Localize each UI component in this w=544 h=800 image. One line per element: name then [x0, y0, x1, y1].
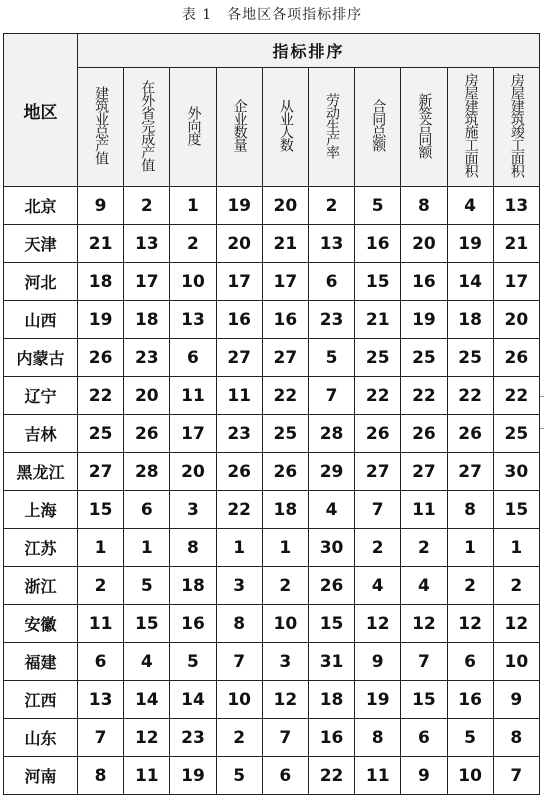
- page-edge-mark: [540, 396, 544, 397]
- rank-cell: 22: [308, 757, 354, 795]
- rank-cell: 22: [447, 377, 493, 415]
- rank-cell: 2: [262, 567, 308, 605]
- column-header-label: 企业数量: [231, 99, 248, 151]
- rank-cell: 11: [401, 491, 447, 529]
- rank-cell: 4: [124, 643, 170, 681]
- rank-cell: 1: [78, 529, 124, 567]
- rank-cell: 26: [262, 453, 308, 491]
- rank-cell: 8: [78, 757, 124, 795]
- column-header-label: 建筑业总产值: [93, 86, 110, 164]
- rank-cell: 13: [493, 187, 539, 225]
- rank-cell: 25: [355, 339, 401, 377]
- rank-cell: 14: [170, 681, 216, 719]
- table-row: [4, 567, 540, 605]
- rank-cell: 8: [447, 491, 493, 529]
- table-row: [4, 529, 540, 567]
- region-cell: 北京: [4, 187, 78, 225]
- region-cell: 福建: [4, 643, 78, 681]
- rank-cell: 28: [308, 415, 354, 453]
- rank-cell: 12: [447, 605, 493, 643]
- group-header: 指标排序: [78, 34, 540, 68]
- rank-cell: 17: [216, 263, 262, 301]
- rank-cell: 5: [355, 187, 401, 225]
- rank-cell: 7: [262, 719, 308, 757]
- rank-cell: 12: [493, 605, 539, 643]
- rank-cell: 31: [308, 643, 354, 681]
- rank-cell: 15: [308, 605, 354, 643]
- rank-cell: 6: [308, 263, 354, 301]
- rank-cell: 4: [447, 187, 493, 225]
- region-cell: 河北: [4, 263, 78, 301]
- rank-cell: 25: [401, 339, 447, 377]
- table-row: [4, 643, 540, 681]
- region-cell: 黑龙江: [4, 453, 78, 491]
- rank-cell: 18: [447, 301, 493, 339]
- rank-cell: 14: [124, 681, 170, 719]
- header-row-group: [4, 34, 540, 68]
- rank-cell: 21: [493, 225, 539, 263]
- rank-cell: 1: [124, 529, 170, 567]
- rank-cell: 9: [355, 643, 401, 681]
- rank-cell: 11: [216, 377, 262, 415]
- ranking-table: [3, 33, 540, 795]
- table-row: [4, 225, 540, 263]
- rank-cell: 1: [262, 529, 308, 567]
- rank-cell: 12: [124, 719, 170, 757]
- rank-cell: 7: [78, 719, 124, 757]
- rank-cell: 27: [355, 453, 401, 491]
- rank-cell: 1: [447, 529, 493, 567]
- column-header: [216, 68, 262, 187]
- rank-cell: 27: [78, 453, 124, 491]
- table-header: [4, 34, 540, 187]
- rank-cell: 3: [262, 643, 308, 681]
- region-cell: 江苏: [4, 529, 78, 567]
- region-cell: 浙江: [4, 567, 78, 605]
- rank-cell: 21: [355, 301, 401, 339]
- rank-cell: 6: [262, 757, 308, 795]
- rank-cell: 23: [170, 719, 216, 757]
- rank-cell: 4: [401, 567, 447, 605]
- table-row: [4, 453, 540, 491]
- rank-cell: 12: [355, 605, 401, 643]
- region-cell: 内蒙古: [4, 339, 78, 377]
- region-header: 地区: [4, 34, 78, 187]
- rank-cell: 27: [401, 453, 447, 491]
- rank-cell: 2: [170, 225, 216, 263]
- column-header: [78, 68, 124, 187]
- rank-cell: 12: [262, 681, 308, 719]
- table-row: [4, 681, 540, 719]
- rank-cell: 8: [493, 719, 539, 757]
- rank-cell: 16: [216, 301, 262, 339]
- rank-cell: 20: [170, 453, 216, 491]
- rank-cell: 17: [124, 263, 170, 301]
- rank-cell: 25: [447, 339, 493, 377]
- rank-cell: 11: [355, 757, 401, 795]
- region-cell: 天津: [4, 225, 78, 263]
- header-row-columns: [4, 68, 540, 187]
- column-header-label: 新签合同额: [416, 92, 433, 158]
- rank-cell: 16: [170, 605, 216, 643]
- rank-cell: 26: [216, 453, 262, 491]
- rank-cell: 10: [170, 263, 216, 301]
- table-row: [4, 339, 540, 377]
- region-cell: 山西: [4, 301, 78, 339]
- column-header: [401, 68, 447, 187]
- rank-cell: 9: [78, 187, 124, 225]
- rank-cell: 19: [355, 681, 401, 719]
- rank-cell: 26: [124, 415, 170, 453]
- rank-cell: 7: [308, 377, 354, 415]
- rank-cell: 7: [216, 643, 262, 681]
- rank-cell: 12: [401, 605, 447, 643]
- rank-cell: 28: [124, 453, 170, 491]
- region-cell: 江西: [4, 681, 78, 719]
- rank-cell: 18: [308, 681, 354, 719]
- rank-cell: 1: [493, 529, 539, 567]
- rank-cell: 23: [308, 301, 354, 339]
- rank-cell: 20: [493, 301, 539, 339]
- rank-cell: 10: [493, 643, 539, 681]
- rank-cell: 10: [262, 605, 308, 643]
- region-cell: 辽宁: [4, 377, 78, 415]
- rank-cell: 22: [401, 377, 447, 415]
- rank-cell: 17: [262, 263, 308, 301]
- column-header: [493, 68, 539, 187]
- rank-cell: 7: [493, 757, 539, 795]
- table-row: [4, 415, 540, 453]
- rank-cell: 5: [216, 757, 262, 795]
- rank-cell: 2: [124, 187, 170, 225]
- column-header-label: 在外省完成产值: [139, 79, 156, 171]
- rank-cell: 25: [78, 415, 124, 453]
- rank-cell: 15: [78, 491, 124, 529]
- rank-cell: 11: [78, 605, 124, 643]
- table-row: [4, 605, 540, 643]
- rank-cell: 18: [170, 567, 216, 605]
- region-cell: 吉林: [4, 415, 78, 453]
- rank-cell: 27: [216, 339, 262, 377]
- rank-cell: 5: [170, 643, 216, 681]
- rank-cell: 27: [447, 453, 493, 491]
- rank-cell: 11: [170, 377, 216, 415]
- rank-cell: 10: [447, 757, 493, 795]
- rank-cell: 26: [493, 339, 539, 377]
- rank-cell: 6: [124, 491, 170, 529]
- rank-cell: 22: [78, 377, 124, 415]
- rank-cell: 20: [216, 225, 262, 263]
- rank-cell: 30: [308, 529, 354, 567]
- rank-cell: 21: [262, 225, 308, 263]
- page-edge-mark: [540, 428, 544, 429]
- table-row: [4, 301, 540, 339]
- rank-cell: 17: [170, 415, 216, 453]
- rank-cell: 1: [170, 187, 216, 225]
- table-body: [4, 187, 540, 795]
- rank-cell: 27: [262, 339, 308, 377]
- rank-cell: 23: [124, 339, 170, 377]
- rank-cell: 25: [493, 415, 539, 453]
- rank-cell: 6: [78, 643, 124, 681]
- column-header-label: 房屋建筑施工面积: [462, 73, 479, 177]
- rank-cell: 29: [308, 453, 354, 491]
- region-cell: 安徽: [4, 605, 78, 643]
- rank-cell: 19: [401, 301, 447, 339]
- rank-cell: 2: [308, 187, 354, 225]
- rank-cell: 8: [401, 187, 447, 225]
- rank-cell: 2: [401, 529, 447, 567]
- column-header: [170, 68, 216, 187]
- rank-cell: 2: [78, 567, 124, 605]
- column-header-label: 劳动生产率: [324, 92, 341, 158]
- table-row: [4, 757, 540, 795]
- rank-cell: 18: [262, 491, 308, 529]
- column-header: [355, 68, 401, 187]
- column-header-label: 外向度: [185, 105, 202, 145]
- rank-cell: 8: [170, 529, 216, 567]
- rank-cell: 26: [447, 415, 493, 453]
- rank-cell: 18: [78, 263, 124, 301]
- table-row: [4, 187, 540, 225]
- rank-cell: 15: [401, 681, 447, 719]
- rank-cell: 19: [216, 187, 262, 225]
- rank-cell: 16: [401, 263, 447, 301]
- rank-cell: 13: [308, 225, 354, 263]
- rank-cell: 26: [78, 339, 124, 377]
- rank-cell: 1: [216, 529, 262, 567]
- rank-cell: 18: [124, 301, 170, 339]
- region-cell: 河南: [4, 757, 78, 795]
- column-header: [308, 68, 354, 187]
- rank-cell: 26: [308, 567, 354, 605]
- rank-cell: 13: [124, 225, 170, 263]
- rank-cell: 7: [355, 491, 401, 529]
- rank-cell: 26: [401, 415, 447, 453]
- rank-cell: 8: [216, 605, 262, 643]
- rank-cell: 22: [216, 491, 262, 529]
- table-row: [4, 263, 540, 301]
- table-caption: 表 1 各地区各项指标排序: [181, 7, 363, 23]
- region-cell: 山东: [4, 719, 78, 757]
- rank-cell: 21: [78, 225, 124, 263]
- rank-cell: 17: [493, 263, 539, 301]
- rank-cell: 19: [78, 301, 124, 339]
- rank-cell: 10: [216, 681, 262, 719]
- rank-cell: 25: [262, 415, 308, 453]
- rank-cell: 16: [447, 681, 493, 719]
- rank-cell: 5: [124, 567, 170, 605]
- rank-cell: 14: [447, 263, 493, 301]
- rank-cell: 30: [493, 453, 539, 491]
- rank-cell: 15: [124, 605, 170, 643]
- table-row: [4, 719, 540, 757]
- rank-cell: 13: [170, 301, 216, 339]
- column-header: [124, 68, 170, 187]
- rank-cell: 13: [78, 681, 124, 719]
- rank-cell: 4: [355, 567, 401, 605]
- rank-cell: 26: [355, 415, 401, 453]
- rank-cell: 20: [401, 225, 447, 263]
- rank-cell: 6: [447, 643, 493, 681]
- rank-cell: 16: [262, 301, 308, 339]
- rank-cell: 20: [124, 377, 170, 415]
- rank-cell: 5: [447, 719, 493, 757]
- rank-cell: 6: [401, 719, 447, 757]
- column-header-label: 合同总额: [370, 99, 387, 151]
- column-header: [447, 68, 493, 187]
- rank-cell: 2: [355, 529, 401, 567]
- rank-cell: 3: [216, 567, 262, 605]
- rank-cell: 2: [493, 567, 539, 605]
- rank-cell: 22: [355, 377, 401, 415]
- rank-cell: 2: [447, 567, 493, 605]
- rank-cell: 15: [493, 491, 539, 529]
- rank-cell: 9: [493, 681, 539, 719]
- column-header-label: 从业人数: [277, 99, 294, 151]
- rank-cell: 23: [216, 415, 262, 453]
- rank-cell: 15: [355, 263, 401, 301]
- rank-cell: 16: [308, 719, 354, 757]
- column-header: [262, 68, 308, 187]
- rank-cell: 3: [170, 491, 216, 529]
- column-header-label: 房屋建筑竣工面积: [508, 73, 525, 177]
- rank-cell: 19: [170, 757, 216, 795]
- rank-cell: 11: [124, 757, 170, 795]
- rank-cell: 22: [493, 377, 539, 415]
- rank-cell: 8: [355, 719, 401, 757]
- region-cell: 上海: [4, 491, 78, 529]
- rank-cell: 6: [170, 339, 216, 377]
- rank-cell: 20: [262, 187, 308, 225]
- rank-cell: 7: [401, 643, 447, 681]
- rank-cell: 16: [355, 225, 401, 263]
- rank-cell: 19: [447, 225, 493, 263]
- rank-cell: 4: [308, 491, 354, 529]
- rank-cell: 5: [308, 339, 354, 377]
- rank-cell: 22: [262, 377, 308, 415]
- rank-cell: 9: [401, 757, 447, 795]
- table-row: [4, 377, 540, 415]
- table-row: [4, 491, 540, 529]
- rank-cell: 2: [216, 719, 262, 757]
